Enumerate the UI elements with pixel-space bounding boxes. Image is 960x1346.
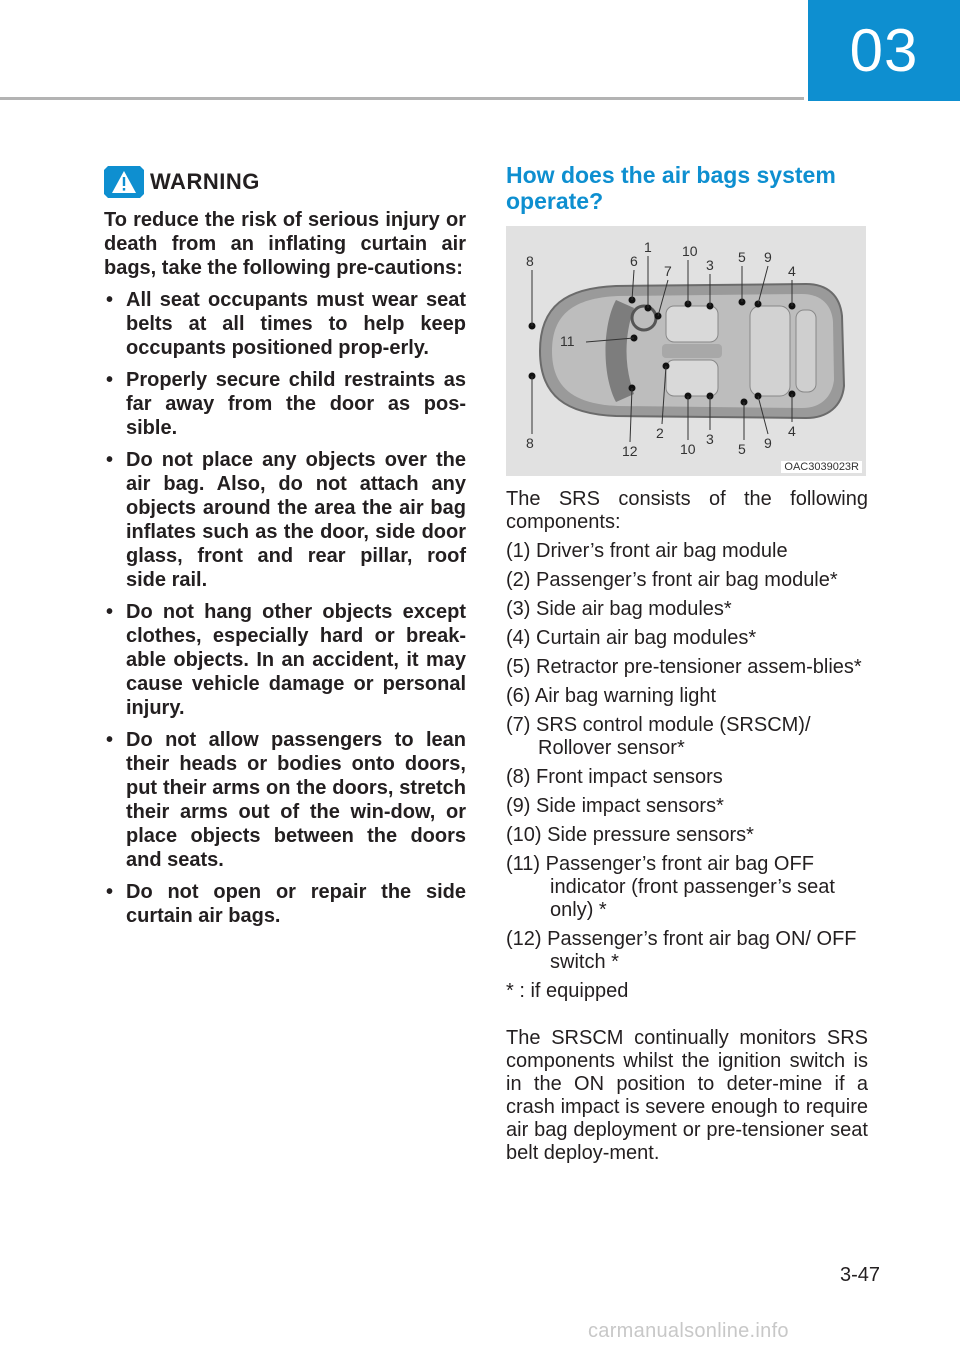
component-item: (10) Side pressure sensors* [506,824,754,846]
warning-triangle-icon [104,164,144,200]
warning-intro: To reduce the risk of serious injury or death from an inflating curtain air bags, take the following pre-cautions: [104,209,466,279]
warning-title: WARNING [150,169,260,194]
svg-text:9: 9 [764,435,772,451]
svg-text:10: 10 [682,243,698,259]
section-title: How does the air bags system operate? [506,162,836,214]
header-rule [0,97,804,100]
component-item: (5) Retractor pre-tensioner assem-blies* [506,656,862,678]
car-top-view-diagram [506,226,866,476]
svg-text:6: 6 [630,253,638,269]
warning-box [104,164,466,936]
warning-item: • Do not hang other objects except clothes, especially hard or break-able objects. In an accident, it may cause vehicle damage or personal injury. [106,601,466,719]
svg-text:10: 10 [680,441,696,457]
components-intro: The SRS consists of the following components: [506,488,868,533]
chapter-tab: 03 [808,0,960,101]
footnote: * : if equipped [506,980,629,1002]
component-item: (8) Front impact sensors [506,766,723,788]
component-item: (2) Passenger’s front air bag module* [506,569,838,591]
component-item: (4) Curtain air bag modules* [506,627,757,649]
svg-text:7: 7 [664,263,672,279]
svg-text:3: 3 [706,431,714,447]
figure-code: OAC3039023R [781,461,862,473]
svg-text:12: 12 [622,443,638,459]
warning-item: • Do not open or repair the side curtain air bags. [106,881,466,927]
svg-text:9: 9 [764,249,772,265]
svg-text:4: 4 [788,263,796,279]
page-number: 3-47 [839,1264,880,1286]
svg-text:8: 8 [526,435,534,451]
airbag-section [506,162,868,1165]
svg-text:2: 2 [656,425,664,441]
svg-text:4: 4 [788,423,796,439]
component-item: (6) Air bag warning light [506,685,717,707]
svg-text:8: 8 [526,253,534,269]
warning-item: • Do not allow passengers to lean their heads or bodies onto doors, put their arms on the doors, stretch their arms out of the win-dow, or place objects between the doors and seats. [106,729,466,871]
svg-text:1: 1 [644,239,652,255]
warning-list [104,288,466,928]
svg-text:11: 11 [560,333,575,349]
srscm-paragraph: The SRSCM continually monitors SRS components whilst the ignition switch is in the ON position to deter-mine if a crash impact is severe enough to require air bag deployment or pre-tensioner seat belt deploy-ment. [506,1027,868,1164]
component-item: (11) Passenger’s front air bag OFF indicator (front passenger’s seat only) * [506,853,835,921]
component-item: (9) Side impact sensors* [506,795,724,817]
warning-item: • Do not place any objects over the air bag. Also, do not attach any objects around the area the air bag inflates such as the door, side door glass, front and rear pillar, roof side rail. [106,449,466,591]
warning-item: • All seat occupants must wear seat belts at all times to help keep occupants positioned prop-erly. [106,289,466,359]
svg-text:3: 3 [706,257,714,273]
components-list [506,540,868,974]
component-item: (12) Passenger’s front air bag ON/ OFF switch * [506,928,857,973]
warning-item: • Properly secure child restraints as far away from the door as pos-sible. [106,369,466,439]
component-item: (7) SRS control module (SRSCM)/ Rollover sensor* [506,714,811,759]
airbag-system-figure [506,226,866,476]
svg-text:5: 5 [738,441,746,457]
warning-header [104,164,466,200]
component-item: (1) Driver’s front air bag module [506,540,788,562]
watermark: carmanualsonline.info [588,1320,789,1342]
component-item: (3) Side air bag modules* [506,598,732,620]
svg-text:5: 5 [738,249,746,265]
